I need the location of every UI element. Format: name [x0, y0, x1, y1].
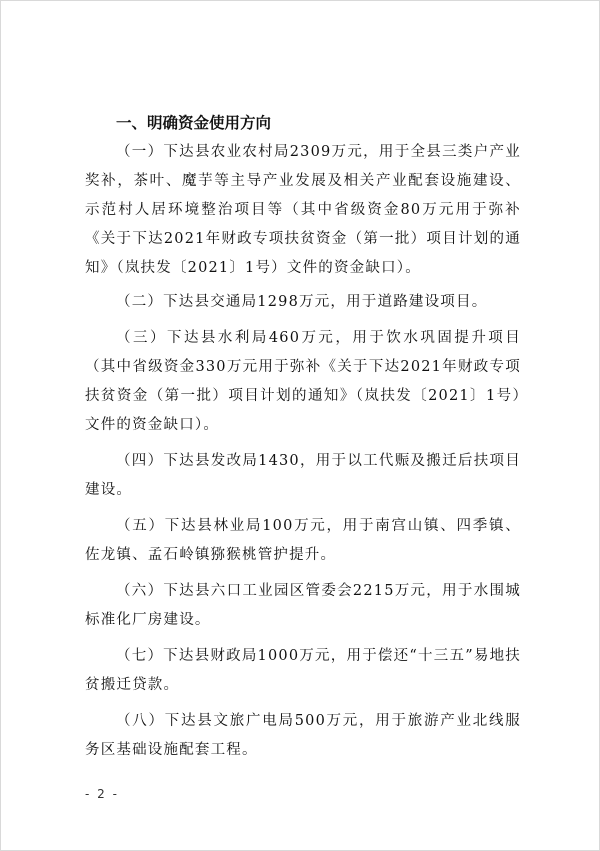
page-number: - 2 -	[85, 787, 119, 801]
paragraph-water: （三）下达县水利局460万元，用于饮水巩固提升项目（其中省级资金330万元用于弥补《关于下达2021年财政专项扶贫资金（第一批）项目计划的通知》（岚扶发〔2021〕1号）文件的资金缺口）。	[85, 330, 521, 433]
paragraph-agriculture: （一）下达县农业农村局2309万元，用于全县三类户产业奖补，茶叶、魔芋等主导产业发展及相关产业配套设施建设、示范村人居环境整治项目等（其中省级资金80万元用于弥补《关于下达2021年财政专项扶贫资金（第一批）项目计划的通知》（岚扶发〔2021〕1号）文件的资金缺口）。	[85, 144, 521, 276]
paragraph-tourism: （八）下达县文旅广电局500万元，用于旅游产业北线服务区基础设施配套工程。	[85, 713, 521, 758]
section-heading: 一、明确资金使用方向	[116, 114, 272, 132]
paragraph-industrial-park: （六）下达县六口工业园区管委会2215万元，用于水围城标准化厂房建设。	[85, 583, 521, 628]
document-body	[85, 109, 521, 765]
paragraph-forestry: （五）下达县林业局100万元，用于南宫山镇、四季镇、佐龙镇、孟石岭镇猕猴桃管护提升。	[85, 518, 521, 563]
paragraph-transport: （二）下达县交通局1298万元，用于道路建设项目。	[116, 294, 488, 310]
paragraph-finance: （七）下达县财政局1000万元，用于偿还“十三五”易地扶贫搬迁贷款。	[85, 648, 521, 693]
paragraph-development: （四）下达县发改局1430，用于以工代赈及搬迁后扶项目建设。	[85, 453, 521, 498]
